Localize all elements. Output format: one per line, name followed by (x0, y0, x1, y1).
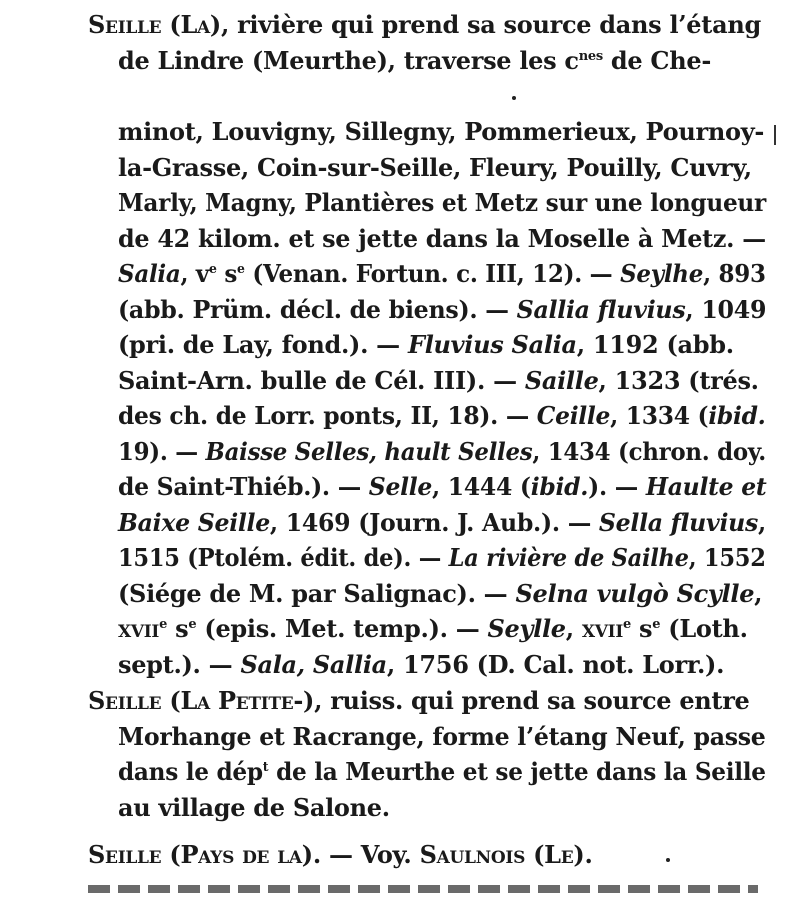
italic-form: Salia (118, 259, 181, 288)
entry-text-line (118, 401, 765, 431)
text-run: ). (573, 840, 593, 869)
entry-text-line (118, 793, 390, 823)
small-caps-word: Saulnois (419, 840, 526, 869)
superscript: t (262, 760, 269, 775)
text-run: (Siége de M. par Salignac). — (118, 579, 516, 608)
entry-text-line (118, 366, 759, 396)
italic-form: Selle (368, 472, 433, 501)
text-run: (Venan. Fortun. c. III, 12). — (244, 259, 621, 288)
italic-form: Seylhe (620, 259, 704, 288)
text-run: 1515 (Ptolém. édit. de). — (118, 543, 449, 572)
entry-headword-line (88, 840, 593, 870)
entry-text-line (118, 614, 748, 644)
text-run: dans le dép (118, 757, 263, 786)
entry-headword-line (88, 686, 750, 716)
cut-off-line (88, 885, 758, 893)
italic-form: Sella fluvius (598, 508, 758, 537)
text-run: , (754, 579, 763, 608)
superscript: e (622, 617, 631, 632)
superscript: e (237, 262, 245, 277)
entry-text-line (118, 722, 766, 752)
entry-text-line (118, 153, 752, 183)
superscript: e (159, 617, 168, 632)
small-caps-word: Le (544, 840, 574, 869)
text-run: , 1444 ( (432, 472, 531, 501)
entry-text-line (118, 543, 766, 573)
text-run: (Loth. (660, 614, 748, 643)
text-run: ). — Voy. (301, 840, 420, 869)
small-caps-word: Seille (88, 840, 162, 869)
print-speck (512, 96, 516, 100)
text-run: ( (161, 840, 181, 869)
small-caps-word: La Petite- (180, 686, 304, 715)
text-run: , 1192 (abb. (576, 330, 734, 359)
text-run: , 1552 (688, 543, 766, 572)
text-run: , 1756 (D. Cal. not. Lorr.). (386, 650, 725, 679)
superscript: nes (578, 49, 603, 64)
entry-text-line (118, 330, 734, 360)
italic-form: Seylle (487, 614, 566, 643)
superscript: e (652, 617, 661, 632)
italic-form: Sallia fluvius (516, 295, 686, 324)
entry-text-line (118, 224, 766, 254)
text-run: , 1323 (trés. (598, 366, 759, 395)
text-run: ( (161, 686, 181, 715)
italic-form: Selna vulgò Scylle (515, 579, 755, 608)
text-run: , 1049 (685, 295, 767, 324)
text-run: ), ruiss. qui prend sa source entre (303, 686, 750, 715)
text-run: minot, Louvigny, Sillegny, Pommerieux, Pournoy- (118, 117, 765, 146)
entry-text-line (118, 259, 766, 289)
text-run: au village de Salone. (118, 793, 390, 822)
italic-form: ibid. (530, 472, 589, 501)
text-run: la-Grasse, Coin-sur-Seille, Fleury, Pouilly, Cuvry, (118, 153, 752, 182)
small-caps-word: Seille (88, 686, 162, 715)
text-run: Marly, Magny, Plantières et Metz sur une longueur (118, 188, 766, 217)
superscript: e (209, 262, 217, 277)
entry-text-line (118, 295, 766, 325)
text-run: de 42 kilom. et se jette dans la Moselle à Metz. — (118, 224, 766, 253)
text-run: , 1434 (chron. doy. (532, 437, 766, 466)
text-run: , (565, 614, 582, 643)
small-caps-word: xvii (581, 614, 623, 643)
text-run: ( (525, 840, 545, 869)
entry-text-line (118, 437, 766, 467)
text-run: Saint-Arn. bulle de Cél. III). — (118, 366, 525, 395)
entry-text-line (118, 472, 766, 502)
text-run: ). — (588, 472, 646, 501)
text-run: de Saint-Thiéb.). — (118, 472, 369, 501)
text-run: , v (180, 259, 210, 288)
entry-text-line (118, 508, 766, 538)
italic-form: Saille (524, 366, 599, 395)
text-run: , (757, 508, 766, 537)
margin-mark (774, 125, 776, 145)
text-run: s (216, 259, 238, 288)
text-run: 19). — (118, 437, 206, 466)
text-run: ( (161, 10, 181, 39)
italic-form: Haulte et (645, 472, 767, 501)
entry-text-line (118, 757, 766, 787)
entry-text-line (118, 46, 711, 76)
text-run: des ch. de Lorr. ponts, II, 18). — (118, 401, 537, 430)
text-run: , 1469 (Journ. J. Aub.). — (269, 508, 599, 537)
italic-form: ibid. (708, 401, 766, 430)
italic-form: Baisse Selles, hault Selles (205, 437, 533, 466)
entry-text-line (118, 188, 766, 218)
text-run: s (167, 614, 189, 643)
italic-form: Fluvius Salia (407, 330, 577, 359)
text-run: sept.). — (118, 650, 241, 679)
text-run: , 1334 ( (610, 401, 709, 430)
italic-form: Baixe Seille (118, 508, 270, 537)
text-run: Morhange et Racrange, forme l’étang Neuf, passe (118, 722, 766, 751)
italic-form: Sala, Sallia (240, 650, 387, 679)
text-run: (epis. Met. temp.). — (196, 614, 488, 643)
small-caps-word: La (180, 10, 210, 39)
text-run: s (630, 614, 653, 643)
text-run: de Lindre (Meurthe), traverse les c (118, 46, 579, 75)
entry-text-line (118, 650, 724, 680)
entry-text-line (118, 117, 764, 147)
text-run: (abb. Prüm. décl. de biens). — (118, 295, 517, 324)
entry-text-line (118, 579, 762, 609)
italic-form: La rivière de Sailhe (448, 543, 689, 572)
superscript: e (188, 617, 197, 632)
small-caps-word: Pays de la (180, 840, 302, 869)
small-caps-word: Seille (88, 10, 162, 39)
entry-headword-line (88, 10, 761, 40)
text-run: , 893 (703, 259, 766, 288)
italic-form: Ceille (536, 401, 611, 430)
small-caps-word: xvii (118, 614, 160, 643)
text-run: de la Meurthe et se jette dans la Seille (268, 757, 766, 786)
text-run: ), rivière qui prend sa source dans l’étang (209, 10, 761, 39)
text-run: de Che- (602, 46, 712, 75)
text-run: (pri. de Lay, fond.). — (118, 330, 408, 359)
print-speck (666, 858, 670, 862)
